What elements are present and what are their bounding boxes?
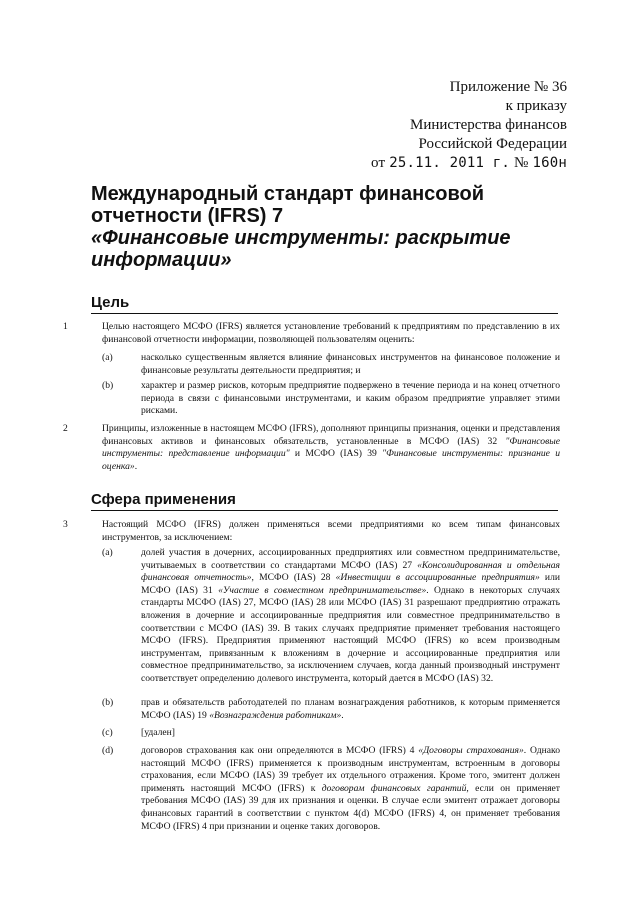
annex-line-4: Российской Федерации xyxy=(418,136,567,152)
paragraph-1a: насколько существенным является влияние финансовых инструментов на финансовое положение и финансовые результаты деятельности предприятия; и xyxy=(141,352,560,376)
item-letter: (c) xyxy=(102,727,113,738)
paragraph-number: 2 xyxy=(63,423,68,434)
item-letter: (a) xyxy=(102,547,113,558)
paragraph-1b: характер и размер рисков, которым предприятие подвержено в течение периода и на конец отчетного периода в связи с финансовыми инструментами, и каким образом предприятие управляет этими рисками. xyxy=(141,380,560,417)
item-letter: (b) xyxy=(102,380,114,391)
title-sub: «Финансовые инструменты: раскрытие информации» xyxy=(91,227,511,271)
paragraph-2: Принципы, изложенные в настоящем МСФО (IFRS), дополняют принципы признания, оценки и представления финансовых активов и финансовых обязательств, установленные в МСФО (IAS) 32 "Финансовые инструменты: представление информации" и МСФО (IAS) 39 "Финансовые инструменты: признание и оценка». xyxy=(102,423,560,472)
order-prefix: от xyxy=(371,155,386,171)
item-letter: (d) xyxy=(102,745,114,756)
item-letter: (b) xyxy=(102,697,114,708)
document-title xyxy=(91,183,591,271)
paragraph-3c: [удален] xyxy=(141,727,175,738)
annex-line-3: Министерства финансов xyxy=(410,117,567,133)
order-date: 25.11. 2011 г. xyxy=(389,155,511,171)
order-line xyxy=(371,154,567,173)
section-heading-goal: Цель xyxy=(91,294,558,314)
title-main: Международный стандарт финансовой отчетности (IFRS) 7 xyxy=(91,183,485,227)
order-no-label: № xyxy=(514,155,529,171)
paragraph-3b: прав и обязательств работодателей по планам вознаграждения работников, к которым применяется МСФО (IAS) 19 «Вознаграждения работникам». xyxy=(141,697,560,721)
paragraph-1: Целью настоящего МСФО (IFRS) является установление требований к предприятиям по представлению в их финансовой отчетности информации, позволяющей пользователям оценить: xyxy=(102,321,560,345)
paragraph-number: 3 xyxy=(63,519,68,530)
annex-line-1: Приложение № 36 xyxy=(449,79,567,95)
paragraph-3a: долей участия в дочерних, ассоциированных предприятиях или совместном предпринимательстве, учитываемых в соответствии со стандартами МСФО (IAS) 27 «Консолидированная и отдельная финансовая отчетность», МСФО (IAS) 28 «Инвестиции в ассоциированные предприятия» или МСФО (IAS) 31 «Участие в совместном предпринимательстве». Однако в некоторых случаях стандарты МСФО (IAS) 27, МСФО (IAS) 28 или МСФО (IAS) 31 разрешают предприятию отражать вложения в дочерние и ассоциированные предприятия или совместное предпринимательство в соответствии с МСФО (IAS) 39. В таких случаях предприятие применяет требования настоящего МСФО (IFRS). Предприятия применяют настоящий МСФО (IFRS) ко всем производным инструментам, привязанным к вложениям в дочерние и ассоциированные предприятия или совместное предпринимательство, за исключением случаев, когда данный производный инструмент соответствует определению долевого инструмента, который дается в МСФО (IAS) 32. xyxy=(141,547,560,684)
section-heading-scope: Сфера применения xyxy=(91,491,558,511)
order-number: 160н xyxy=(532,155,567,171)
annex-line-2: к приказу xyxy=(505,98,567,114)
paragraph-number: 1 xyxy=(63,321,68,332)
annex-header xyxy=(371,78,567,173)
paragraph-3: Настоящий МСФО (IFRS) должен применяться всеми предприятиями ко всем типам финансовых инструментов, за исключением: xyxy=(102,519,560,543)
paragraph-3d: договоров страхования как они определяются в МСФО (IFRS) 4 «Договоры страхования». Однако настоящий МСФО (IFRS) применяется к производным инструментам, встроенным в договоры страхования, если МСФО (IAS) 39 требует их отдельного отражения. Кроме того, эмитент должен применять настоящий МСФО (IFRS) к договорам финансовых гарантий, если он применяет требования МСФО (IAS) 39 для их признания и оценки. В случае если эмитент отражает договоры финансовых гарантий в соответствии с пунктом 4(d) МСФО (IFRS) 4, он применяет требования МСФО (IFRS) 4 при признании и оценке таких договоров. xyxy=(141,745,561,832)
item-letter: (a) xyxy=(102,352,113,363)
